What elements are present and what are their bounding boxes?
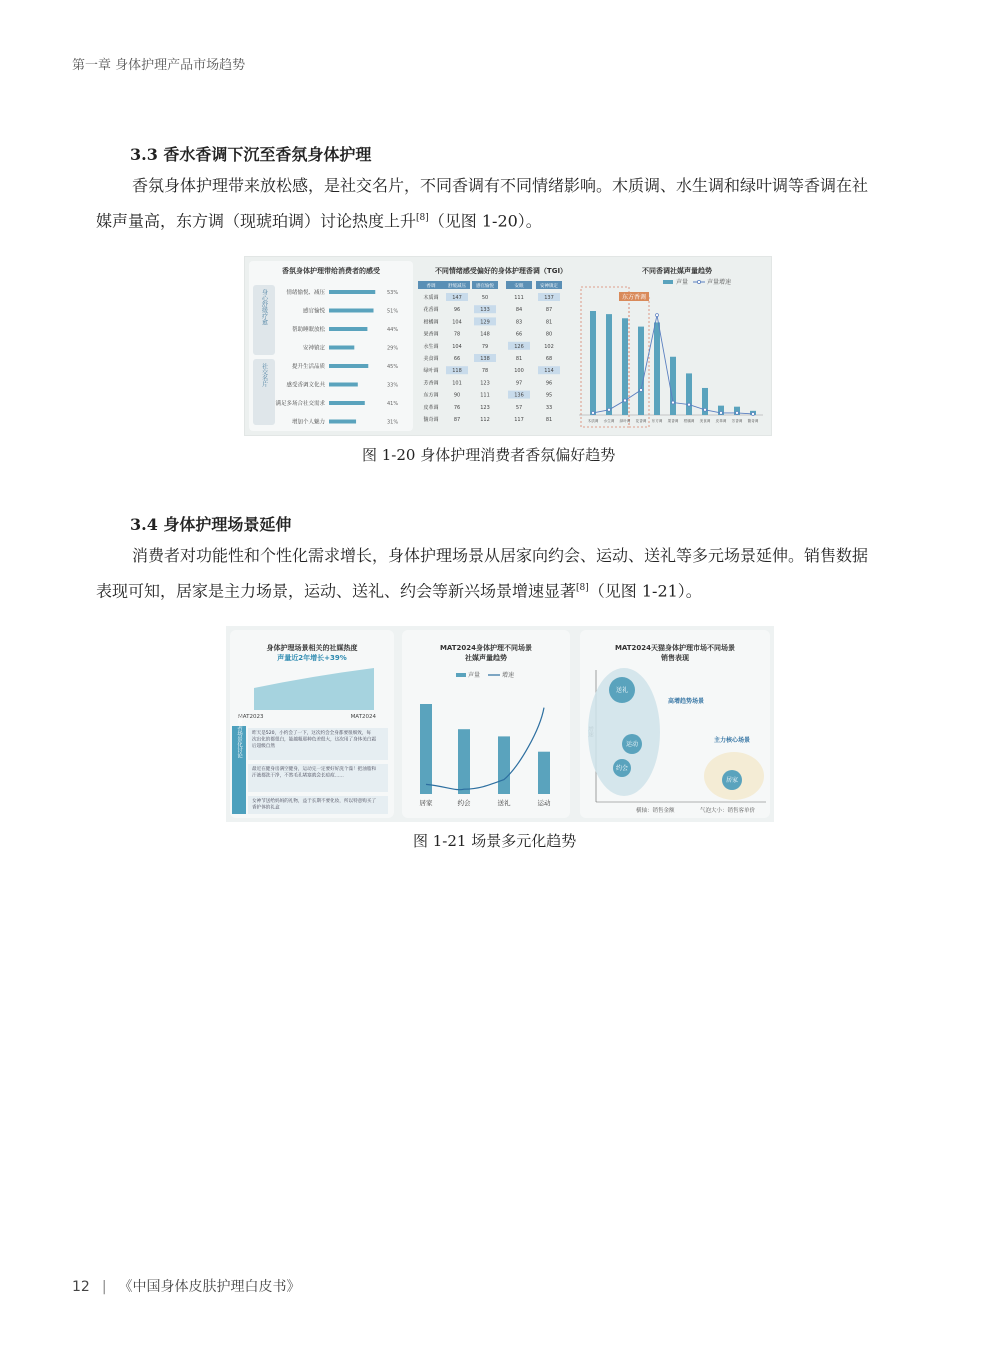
category-tick: 果香调 [667, 419, 679, 423]
table-cell: 水生调 [423, 343, 439, 350]
table-cell: 81 [515, 356, 523, 362]
scene-tick: 运动 [537, 799, 551, 807]
paragraph-line: 消费者对功能性和个性化需求增长，身体护理场景从居家向约会、运动、送礼等多元场景延伸。销售数据 [132, 546, 869, 565]
feeling-bar [329, 290, 375, 294]
paragraph-text: （见图 1-20）。 [428, 211, 542, 231]
category-tick: 柑橘调 [683, 419, 695, 423]
table-cell: 90 [453, 392, 461, 399]
legend-marker [697, 280, 700, 283]
table-cell: 芳香调 [423, 380, 439, 387]
figure-1-21-graphic [226, 626, 774, 822]
feeling-pct: 33% [387, 382, 399, 389]
legend-label: 声量增速 [707, 279, 732, 286]
table-cell: 114 [544, 368, 554, 375]
panel-subtitle: 声量近2年增长+39% [277, 654, 347, 662]
scene-volume-bar [420, 704, 432, 794]
volume-bar [686, 373, 692, 415]
panel-title: MAT2024天猫身体护理市场不同场景销售表现 [614, 644, 736, 662]
table-cell: 126 [514, 343, 524, 350]
feeling-pct: 31% [387, 419, 399, 426]
table-cell: 133 [480, 307, 490, 314]
figure-1-20-graphic [245, 257, 771, 435]
panel-title: 香氛身体护理带给消费者的感受 [282, 267, 380, 275]
panel-title: 不同香调社媒声量趋势 [642, 267, 712, 275]
growth-point [640, 389, 643, 392]
growth-point [720, 411, 723, 414]
growth-point [736, 411, 739, 414]
feeling-pct: 44% [387, 327, 399, 333]
group-label-core: 主力核心场景 [714, 737, 751, 744]
table-cell: 136 [514, 392, 524, 399]
table-cell: 78 [481, 368, 489, 375]
growth-point [608, 408, 611, 411]
section-3-4-title: 3.4 身体护理场景延伸 [130, 515, 292, 534]
table-cell: 112 [480, 417, 490, 423]
feeling-pct: 53% [387, 290, 399, 296]
dashed-highlight-box [581, 287, 629, 427]
table-cell: 104 [452, 343, 462, 350]
table-cell: 66 [515, 331, 523, 338]
table-cell: 111 [514, 295, 524, 301]
table-header: 安神镇定 [540, 284, 558, 289]
table-cell: 花香调 [423, 307, 439, 314]
table-cell: 96 [545, 380, 553, 387]
table-cell: 117 [514, 417, 524, 423]
table-cell: 绿叶调 [423, 368, 439, 375]
table-cell: 78 [453, 331, 461, 338]
x-axis-label: 横轴：销售金额 [636, 808, 675, 814]
feeling-bar [329, 309, 374, 313]
category-tick: 东方调 [651, 419, 663, 423]
table-cell: 111 [480, 392, 490, 399]
consumer-quote: 女神节送给妈妈的礼物，益于长期不要化妆，所以特意购买了香护体的礼盒 [252, 799, 377, 811]
category-tick: 皮革调 [715, 419, 727, 423]
feeling-label: 满足多场合社交需求 [275, 401, 325, 407]
section-3-3-title: 3.3 香水香调下沉至香氛身体护理 [130, 145, 372, 164]
panel-title: MAT2024身体护理不同场景社媒声量趋势 [439, 644, 533, 662]
bubble-label: 居家 [725, 777, 739, 784]
table-cell: 馥奇调 [423, 417, 439, 423]
table-cell: 118 [452, 368, 462, 375]
category-tick: 美食调 [699, 419, 711, 423]
figure-1-21 [226, 626, 774, 822]
table-cell: 柑橘调 [423, 319, 439, 326]
section-3-4-paragraph [96, 540, 908, 607]
volume-bar [590, 311, 596, 415]
feeling-bar [329, 364, 368, 368]
table-cell: 东方调 [423, 392, 439, 399]
growth-point [592, 411, 595, 414]
table-cell: 81 [545, 319, 553, 326]
table-cell: 80 [545, 331, 553, 338]
footer-separator: | [101, 1279, 107, 1295]
page-footer [72, 1276, 301, 1296]
table-cell: 33 [545, 404, 553, 411]
feeling-label: 情绪愉悦、减压 [286, 290, 325, 296]
side-label: 消费者场景化讨论 [236, 714, 242, 758]
table-cell: 87 [545, 307, 553, 314]
table-cell: 87 [453, 417, 461, 423]
table-cell: 美食调 [423, 356, 439, 362]
table-cell: 68 [545, 356, 553, 362]
category-tick: 水生调 [603, 419, 615, 423]
paragraph-line: 香氛身体护理带来放松感，是社交名片，不同香调有不同情绪影响。木质调、水生调和绿叶调等香调在社 [132, 176, 869, 195]
growth-point [752, 412, 755, 415]
period-start-label: MAT2023 [238, 714, 264, 720]
table-cell: 95 [545, 392, 553, 399]
paragraph-line [96, 202, 908, 237]
bubble-size-label: 气泡大小：销售客单价 [700, 808, 756, 814]
growth-point [688, 403, 691, 406]
table-cell: 104 [452, 319, 462, 326]
paragraph-text: （见图 1-21）。 [588, 581, 702, 601]
table-header: 安眠 [514, 284, 524, 289]
table-cell: 66 [453, 356, 461, 362]
growth-point [624, 399, 627, 402]
feeling-label: 帮助睡眠放松 [291, 327, 325, 333]
volume-bar [606, 314, 612, 415]
table-cell: 123 [480, 380, 490, 387]
legend-label: 声量 [676, 279, 689, 286]
growth-point [672, 401, 675, 404]
consumer-quote: 昨天是520，小约会了一下，这次约会全身都要很细致，每次出化的都很白，能越粗那种色差很大，这次用了身体美白霜后超级自然 [252, 731, 377, 749]
group-label: 身心舒缓疗愈 [260, 289, 268, 325]
table-header: 舒缓减压 [448, 284, 466, 289]
reference-mark: [8] [576, 583, 589, 593]
feeling-bar [329, 420, 356, 424]
paragraph-line [96, 572, 908, 607]
table-cell: 138 [480, 356, 490, 362]
feeling-pct: 41% [387, 401, 399, 407]
panel-title: 不同情绪感受偏好的身体护理香调（TGI） [434, 267, 568, 275]
scene-volume-bar [498, 736, 510, 794]
running-header: 第一章 身体护理产品市场趋势 [72, 58, 246, 73]
growth-point [704, 408, 707, 411]
paragraph-text: 表现可知，居家是主力场景，运动、送礼、约会等新兴场景增速显著 [96, 581, 577, 601]
volume-bar [670, 357, 676, 415]
table-cell: 148 [480, 331, 490, 338]
category-tick: 花香调 [635, 419, 647, 423]
legend-label: 增速 [502, 672, 515, 679]
reference-mark: [8] [416, 213, 429, 223]
feeling-bar [329, 401, 365, 405]
feeling-bar [329, 327, 367, 331]
volume-bar [654, 322, 660, 415]
table-cell: 木质调 [423, 295, 439, 301]
figure-1-21-caption: 图 1-21 场景多元化趋势 [413, 832, 577, 850]
table-cell: 81 [545, 417, 553, 423]
table-cell: 129 [480, 319, 490, 326]
table-cell: 137 [544, 295, 554, 301]
category-tick: 芳香调 [731, 419, 743, 423]
feeling-label: 安神镇定 [302, 345, 325, 352]
period-end-label: MAT2024 [350, 714, 376, 720]
table-cell: 57 [515, 404, 523, 411]
table-cell: 101 [452, 380, 462, 387]
table-cell: 147 [452, 295, 462, 301]
legend-swatch-volume [456, 673, 466, 677]
scene-volume-bar [538, 752, 550, 794]
feeling-label: 感官愉悦 [302, 308, 325, 315]
table-cell: 83 [515, 319, 523, 326]
table-cell: 果香调 [423, 331, 439, 338]
annotation-label: 东方香调 [621, 294, 647, 301]
panel-title: 身体护理场景相关的社媒热度 [266, 644, 358, 652]
category-tick: 绿叶调 [619, 419, 631, 423]
bubble-label: 送礼 [615, 687, 629, 694]
scene-tick: 约会 [457, 799, 471, 807]
scene-tick: 居家 [419, 799, 433, 807]
paragraph-text: 媒声量高，东方调（现琥珀调）讨论热度上升 [96, 211, 417, 231]
table-cell: 97 [515, 380, 523, 387]
feeling-bar [329, 346, 354, 350]
table-cell: 123 [480, 404, 490, 411]
feeling-pct: 29% [387, 345, 399, 352]
feeling-label: 增加个人魅力 [291, 419, 325, 426]
page-number: 12 [72, 1279, 90, 1295]
table-cell: 100 [514, 368, 524, 375]
bubble-label: 约会 [615, 765, 629, 772]
table-cell: 84 [515, 307, 523, 314]
table-cell: 102 [544, 343, 554, 350]
scene-volume-bar [458, 729, 470, 794]
table-header: 感官愉悦 [476, 284, 494, 289]
table-header: 香调 [426, 284, 436, 289]
group-label: 社交名片 [260, 363, 268, 387]
feeling-label: 感受香调文化共 [286, 382, 325, 389]
consumer-quote: 最近在健身房满空健身，运动完一定要好好洗个澡！把油脂和汗液都洗干净，不然毛孔堵塞就会长痘痘…… [252, 767, 377, 779]
figure-1-20-caption: 图 1-20 身体护理消费者香氛偏好趋势 [362, 446, 616, 464]
feeling-pct: 51% [387, 308, 399, 315]
table-cell: 76 [453, 404, 461, 411]
feeling-label: 提升生活品质 [291, 364, 325, 370]
growth-point [656, 314, 659, 317]
book-title: 《中国身体皮肤护理白皮书》 [118, 1279, 301, 1295]
section-3-3-paragraph [96, 170, 908, 237]
legend-swatch-volume [663, 280, 673, 284]
feeling-bar [329, 383, 358, 387]
legend-label: 声量 [468, 672, 481, 679]
table-cell: 96 [453, 307, 461, 314]
feeling-pct: 45% [387, 364, 399, 370]
group-label-high: 高增趋势场景 [668, 698, 705, 705]
table-cell: 79 [481, 343, 489, 350]
table-cell: 50 [481, 295, 489, 301]
figure-1-20 [244, 256, 772, 436]
volume-bar [638, 327, 644, 415]
category-tick: 馥奇调 [747, 419, 759, 423]
table-cell: 皮革调 [423, 404, 439, 411]
scene-tick: 送礼 [497, 799, 511, 807]
category-tick: 木质调 [587, 419, 599, 423]
bubble-label: 运动 [625, 741, 639, 748]
